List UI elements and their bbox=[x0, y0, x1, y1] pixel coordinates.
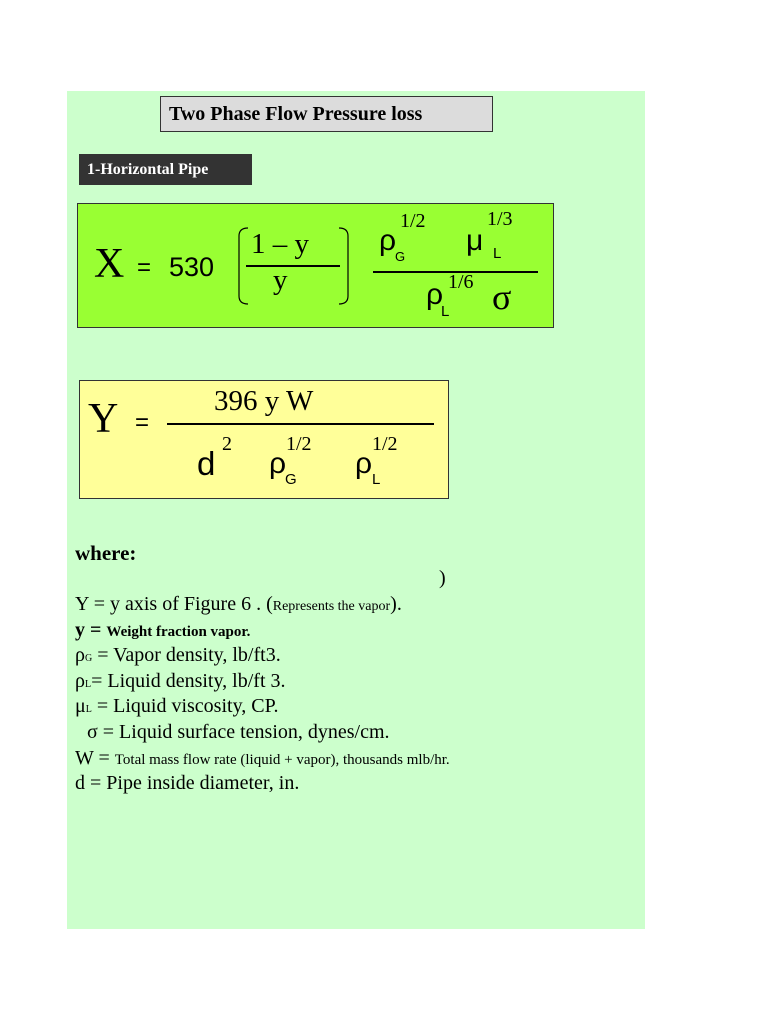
rho-l-subscript: L bbox=[84, 679, 92, 690]
definition-liquid-density-text: = Liquid density, lb/ft 3. bbox=[91, 670, 286, 692]
definition-pipe-diameter: d = Pipe inside diameter, in. bbox=[75, 772, 300, 794]
rho-g-symbol: ρ bbox=[75, 644, 85, 666]
eq-y-d-exponent: 2 bbox=[222, 433, 232, 455]
definition-y-axis-note: Represents the vapor bbox=[272, 599, 391, 614]
eq-y-lhs: Y bbox=[88, 396, 119, 442]
definition-weight-fraction-text: Weight fraction vapor. bbox=[106, 624, 251, 640]
eq-x-fraction-bar bbox=[246, 265, 340, 267]
section-label: 1-Horizontal Pipe bbox=[79, 154, 252, 185]
definition-vapor-density bbox=[75, 644, 281, 667]
eq-y-rho-g-subscript: G bbox=[285, 471, 297, 488]
eq-x-mu-subscript: L bbox=[493, 245, 502, 262]
definition-y-axis bbox=[75, 593, 402, 616]
definition-weight-fraction bbox=[75, 619, 250, 642]
eq-y-equals: = bbox=[135, 409, 150, 436]
eq-x-mu-exponent: 1/3 bbox=[487, 208, 513, 230]
eq-x-rho-l: ρ bbox=[426, 278, 444, 311]
eq-y-rho-l: ρ bbox=[355, 447, 373, 480]
eq-x-rho-g: ρ bbox=[379, 224, 397, 257]
mu-subscript: L bbox=[85, 704, 92, 715]
definition-viscosity bbox=[75, 695, 279, 718]
definition-mass-flow-symbol: W = bbox=[75, 747, 115, 769]
where-heading: where: bbox=[75, 541, 137, 565]
eq-x-rho-l-exponent: 1/6 bbox=[448, 271, 474, 293]
rho-g-subscript: G bbox=[84, 653, 93, 664]
eq-x-mu: μ bbox=[466, 224, 484, 257]
equation-x-box bbox=[77, 203, 554, 328]
equation-y-box bbox=[79, 380, 449, 499]
eq-y-rho-g: ρ bbox=[269, 447, 287, 480]
definition-viscosity-text: = Liquid viscosity, CP. bbox=[91, 695, 279, 717]
eq-x-fraction-denominator: y bbox=[273, 264, 288, 296]
definition-mass-flow-text: Total mass flow rate (liquid + vapor), thousands mlb/hr. bbox=[114, 752, 450, 768]
eq-x-sigma: σ bbox=[492, 277, 512, 317]
definition-surface-tension: σ = Liquid surface tension, dynes/cm. bbox=[87, 721, 390, 743]
eq-x-lhs: X bbox=[94, 241, 125, 287]
page-title: Two Phase Flow Pressure loss bbox=[160, 96, 493, 132]
right-bracket-icon bbox=[337, 226, 353, 306]
eq-x-rho-l-subscript: L bbox=[441, 303, 450, 320]
definition-mass-flow bbox=[75, 747, 450, 770]
eq-x-coefficient: 530 bbox=[169, 252, 215, 282]
mu-symbol: μ bbox=[75, 695, 86, 717]
eq-y-rho-g-exponent: 1/2 bbox=[286, 433, 312, 455]
eq-y-rho-l-exponent: 1/2 bbox=[372, 433, 398, 455]
definition-y-axis-end: ). bbox=[390, 593, 402, 615]
definition-vapor-density-text: = Vapor density, lb/ft3. bbox=[92, 644, 281, 666]
eq-x-fraction-numerator: 1 – y bbox=[251, 228, 309, 260]
definition-y-axis-text: Y = y axis of Figure 6 . ( bbox=[75, 593, 273, 615]
eq-x-rho-g-exponent: 1/2 bbox=[400, 210, 426, 232]
definition-weight-fraction-symbol: y = bbox=[75, 619, 107, 641]
stray-parenthesis: ) bbox=[439, 567, 446, 589]
eq-y-d: d bbox=[197, 445, 216, 482]
definition-liquid-density bbox=[75, 670, 286, 693]
eq-x-equals: = bbox=[137, 254, 152, 281]
eq-y-fraction-bar bbox=[167, 423, 434, 425]
eq-x-rho-g-subscript: G bbox=[395, 249, 406, 264]
rho-l-symbol: ρ bbox=[75, 670, 85, 692]
eq-y-rho-l-subscript: L bbox=[372, 471, 381, 488]
eq-y-numerator: 396 y W bbox=[214, 385, 314, 417]
